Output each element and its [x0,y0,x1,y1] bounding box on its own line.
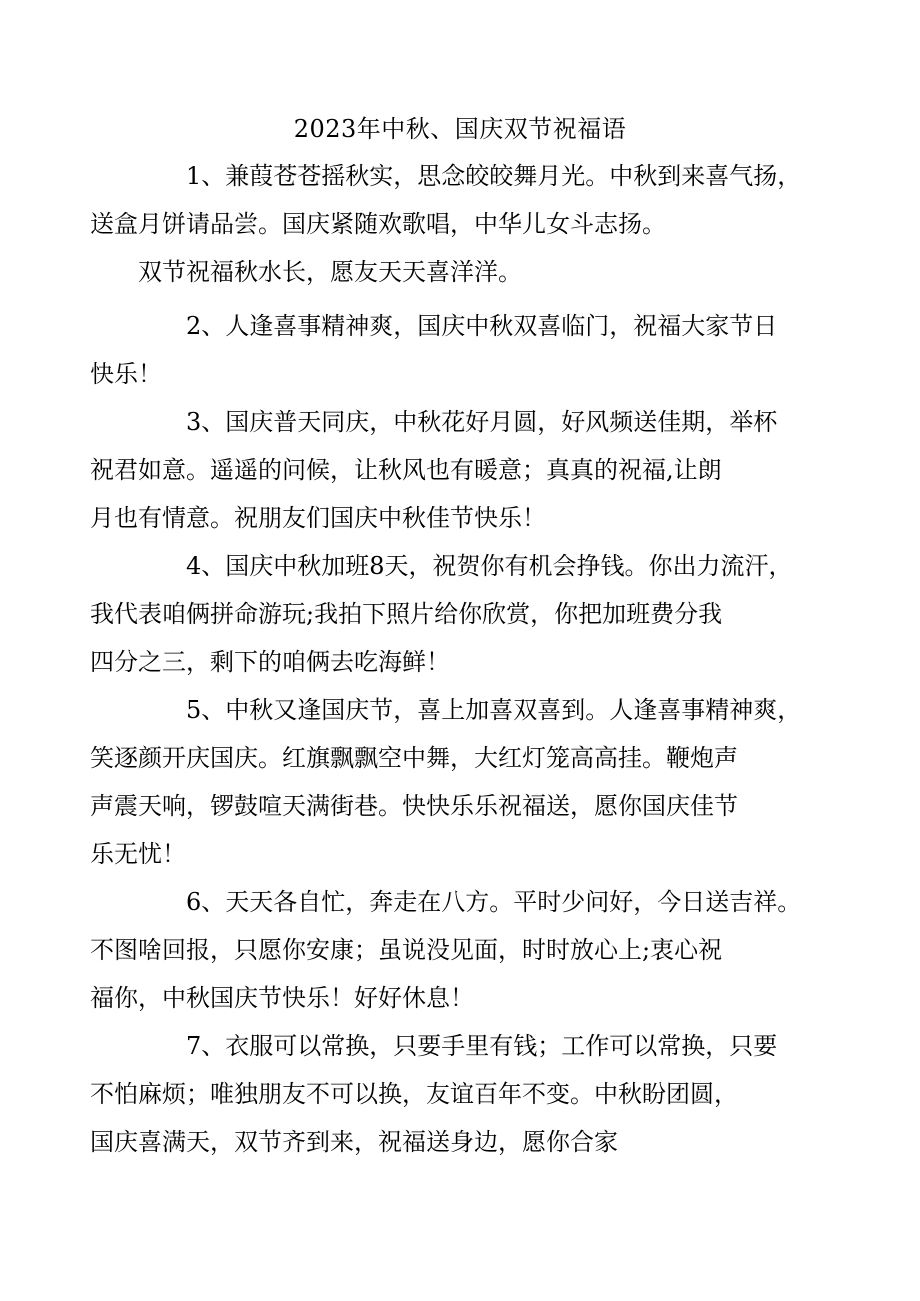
paragraph-6 [90,878,818,1022]
paragraph-5 [90,686,818,878]
paragraph-3 [90,398,818,542]
paragraph-line: 4、国庆中秋加班8天，祝贺你有机会挣钱。你出力流汗， [186,552,793,580]
paragraph-1 [90,152,818,248]
paragraph-line: 我代表咱俩拼命游玩;我拍下照片给你欣赏，你把加班费分我 [90,600,723,628]
paragraph-line: 1、兼葭苍苍摇秋实，思念皎皎舞月光。中秋到来喜气扬， [186,162,802,190]
paragraph-line: 6、天天各自忙，奔走在八方。平时少问好，今日送吉祥。 [186,888,802,916]
paragraph-line: 国庆喜满天，双节齐到来，祝福送身边，愿你合家 [90,1128,618,1156]
paragraph-line: 送盒月饼请品尝。国庆紧随欢歌唱，中华儿女斗志扬。 [90,210,666,238]
paragraph-line: 快乐！ [90,360,162,388]
paragraph-7 [90,1022,818,1166]
paragraph-2 [90,302,818,398]
paragraph-line: 2、人逢喜事精神爽，国庆中秋双喜临门，祝福大家节日 [186,312,778,340]
paragraph-line: 笑逐颜开庆国庆。红旗飘飘空中舞，大红灯笼高高挂。鞭炮声 [90,744,738,772]
paragraph-line: 3、国庆普天同庆，中秋花好月圆，好风频送佳期，举杯 [186,408,778,436]
paragraph-4 [90,542,818,686]
paragraph-line: 不怕麻烦；唯独朋友不可以换，友谊百年不变。中秋盼团圆， [90,1080,738,1108]
paragraph-line: 月也有情意。祝朋友们国庆中秋佳节快乐！ [90,504,546,532]
document-title: 2023年中秋、国庆双节祝福语 [293,115,627,143]
paragraph-line: 双节祝福秋水长，愿友天天喜洋洋。 [138,258,522,286]
paragraph-line: 祝君如意。遥遥的问候，让秋风也有暖意；真真的祝福,让朗 [90,456,722,484]
paragraph-line: 福你，中秋国庆节快乐！好好休息！ [90,984,474,1012]
paragraph-line: 7、衣服可以常换，只要手里有钱；工作可以常换，只要 [186,1032,778,1060]
paragraph-line: 声震天响，锣鼓喧天满街巷。快快乐乐祝福送，愿你国庆佳节 [90,792,738,820]
paragraph-1-continued [138,248,818,296]
paragraph-line: 四分之三，剩下的咱俩去吃海鲜！ [90,648,450,676]
paragraph-line: 5、中秋又逢国庆节，喜上加喜双喜到。人逢喜事精神爽， [186,696,802,724]
paragraph-line: 不图啥回报，只愿你安康；虽说没见面，时时放心上;衷心祝 [90,936,723,964]
paragraph-line: 乐无忧！ [90,840,186,868]
